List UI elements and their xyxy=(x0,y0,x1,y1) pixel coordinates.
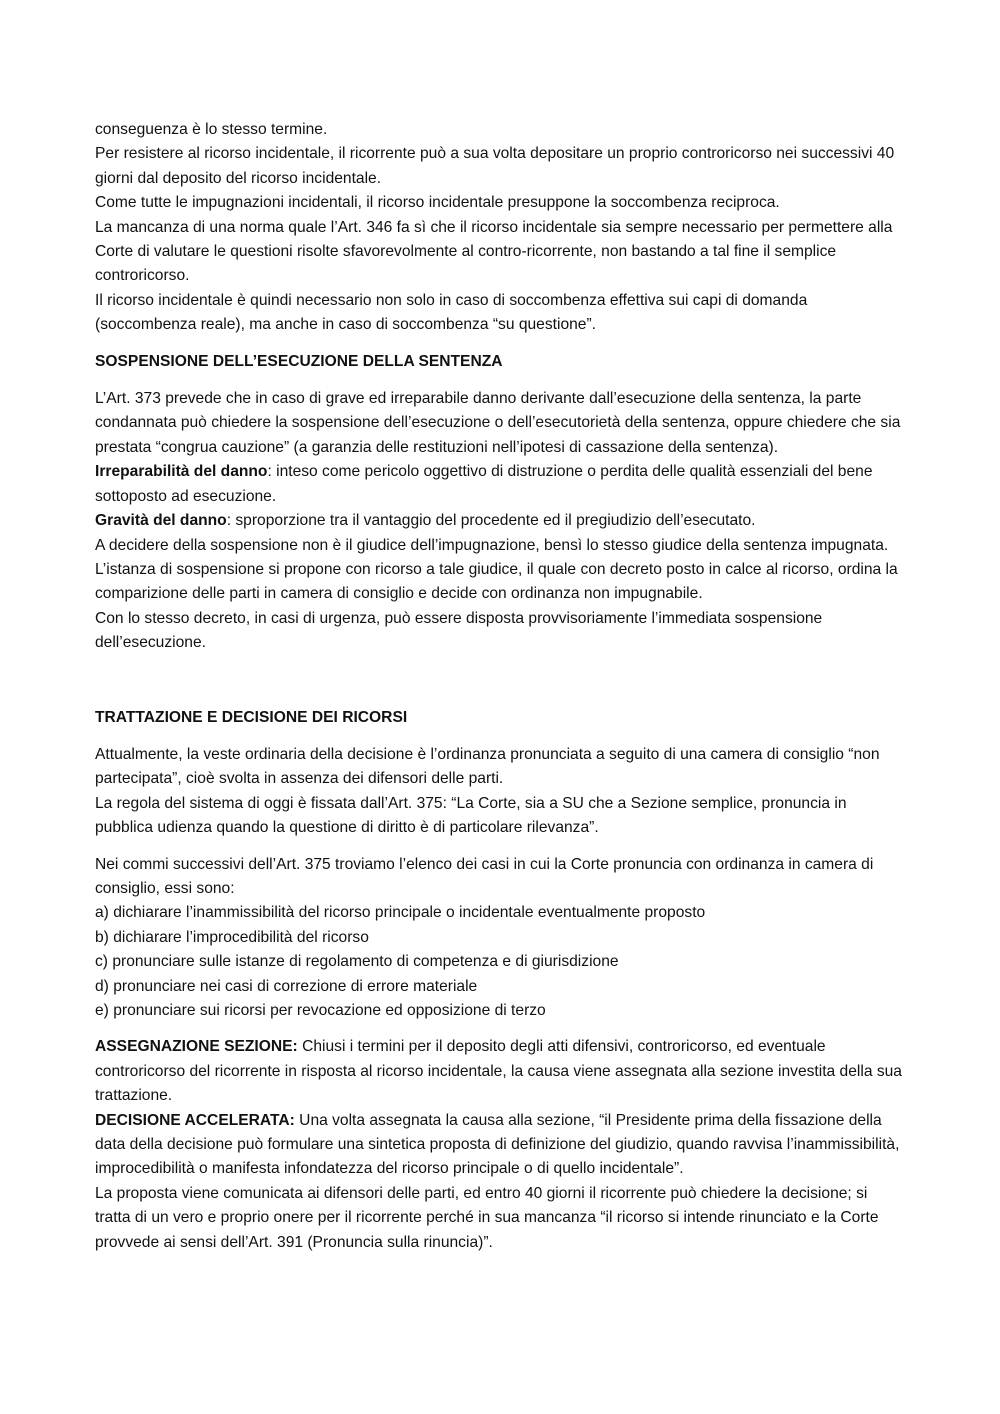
paragraph: Per resistere al ricorso incidentale, il ricorrente può a sua volta depositare un proprio controricorso nei successivi 40 giorni dal deposito del ricorso incidentale. xyxy=(95,145,895,187)
paragraph: La mancanza di una norma quale l’Art. 346 fa sì che il ricorso incidentale sia sempre necessario per permettere alla Corte di valutare le questioni risolte sfavorevolmente al contro-ricorrente, non bastando a tal fine il semplice controricorso. xyxy=(95,218,893,285)
definition-irreparabilita xyxy=(95,460,905,509)
definition-text: : sproporzione tra il vantaggio del procedente ed il pregiudizio dell’esecutato. xyxy=(226,512,756,530)
paragraph: L’istanza di sospensione si propone con ricorso a tale giudice, il quale con decreto posto in calce al ricorso, ordina la comparizione delle parti in camera di consiglio e decide con ordinanza non impugnabile. xyxy=(95,560,898,603)
definition-term: Irreparabilità del danno xyxy=(95,463,268,481)
spacer xyxy=(95,668,905,706)
paragraph: L’Art. 373 prevede che in caso di grave ed irreparabile danno derivante dall’esecuzione della sentenza, la parte condannata può chiedere la sospensione dell’esecuzione o dell’esecutorietà della sentenza, oppure chiedere che sia prestata “congrua cauzione” (a garanzia delle restituzioni nell’ipotesi di cassazione della sentenza). xyxy=(95,390,901,456)
paragraph: Attualmente, la veste ordinaria della decisione è l’ordinanza pronunciata a seguito di una camera di consiglio “non partecipata”, cioè svolta in assenza dei difensori delle parti. xyxy=(95,745,880,788)
paragraph: Con lo stesso decreto, in casi di urgenza, può essere disposta provvisoriamente l’immediata sospensione dell’esecuzione. xyxy=(95,609,823,652)
document-page xyxy=(95,118,905,1267)
section-heading-sospensione: SOSPENSIONE DELL’ESECUZIONE DELLA SENTENZA xyxy=(95,352,503,370)
paragraph: conseguenza è lo stesso termine. xyxy=(95,121,328,138)
paragraph: La proposta viene comunicata ai difensori delle parti, ed entro 40 giorni il ricorrente può chiedere la decisione; si tratta di un vero e proprio onere per il ricorrente perché in sua mancanza “il ricorso si intende rinunciato e la Corte provvede ai sensi dell’Art. 391 (Pronuncia sulla rinuncia)”. xyxy=(95,1184,879,1251)
inline-heading: DECISIONE ACCELERATA: xyxy=(95,1111,295,1129)
definition-text: : inteso come pericolo oggettivo di distruzione o perdita delle qualità essenziali del bene sottoposto ad esecuzione. xyxy=(95,463,873,505)
list-item: d) pronunciare nei casi di correzione di errore materiale xyxy=(95,977,478,995)
paragraph: A decidere della sospensione non è il giudice dell’impugnazione, bensì lo stesso giudice della sentenza impugnata. xyxy=(95,536,889,554)
intro-section xyxy=(95,118,905,338)
list-item: e) pronunciare sui ricorsi per revocazione ed opposizione di terzo xyxy=(95,1002,546,1019)
definition-gravita xyxy=(95,509,905,533)
paragraph: Come tutte le impugnazioni incidentali, il ricorso incidentale presuppone la soccombenza reciproca. xyxy=(95,194,780,212)
paragraph-text: Chiusi i termini per il deposito degli atti difensivi, controricorso, ed eventuale controricorso del ricorrente in risposta al ricorso incidentale, la causa viene assegnata alla sezione investita della sua trattazione. xyxy=(95,1038,902,1105)
paragraph: Nei commi successivi dell’Art. 375 troviamo l’elenco dei casi in cui la Corte pronuncia con ordinanza in camera di consiglio, essi sono: xyxy=(95,855,874,897)
trattazione-list-section xyxy=(95,853,905,1024)
trattazione-intro xyxy=(95,743,905,841)
list-item: a) dichiarare l’inammissibilità del ricorso principale o incidentale eventualmente proposto xyxy=(95,904,706,922)
paragraph-decisione xyxy=(95,1109,905,1182)
section-heading-trattazione: TRATTAZIONE E DECISIONE DEI RICORSI xyxy=(95,708,408,726)
paragraph: Il ricorso incidentale è quindi necessario non solo in caso di soccombenza effettiva sui capi di domanda (soccombenza reale), ma anche in caso di soccombenza “su questione”. xyxy=(95,291,808,334)
paragraph-text: Una volta assegnata la causa alla sezione, “il Presidente prima della fissazione della data della decisione può formulare una sintetica proposta di definizione del giudizio, quando ravvisa l’inammissibilità, improcedibilità o manifesta infondatezza del ricorso principale o di quello incidentale”. xyxy=(95,1111,900,1178)
definition-term: Gravità del danno xyxy=(95,512,227,530)
paragraph-assegnazione xyxy=(95,1035,905,1108)
inline-heading: ASSEGNAZIONE SEZIONE: xyxy=(95,1038,298,1056)
list-item: b) dichiarare l’improcedibilità del ricorso xyxy=(95,928,369,946)
paragraph: La regola del sistema di oggi è fissata dall’Art. 375: “La Corte, sia a SU che a Sezione semplice, pronuncia in pubblica udienza quando la questione di diritto è di particolare rilevanza”. xyxy=(95,794,847,837)
assegnazione-section xyxy=(95,1035,905,1255)
list-item: c) pronunciare sulle istanze di regolamento di competenza e di giurisdizione xyxy=(95,953,619,971)
sospensione-section xyxy=(95,387,905,655)
